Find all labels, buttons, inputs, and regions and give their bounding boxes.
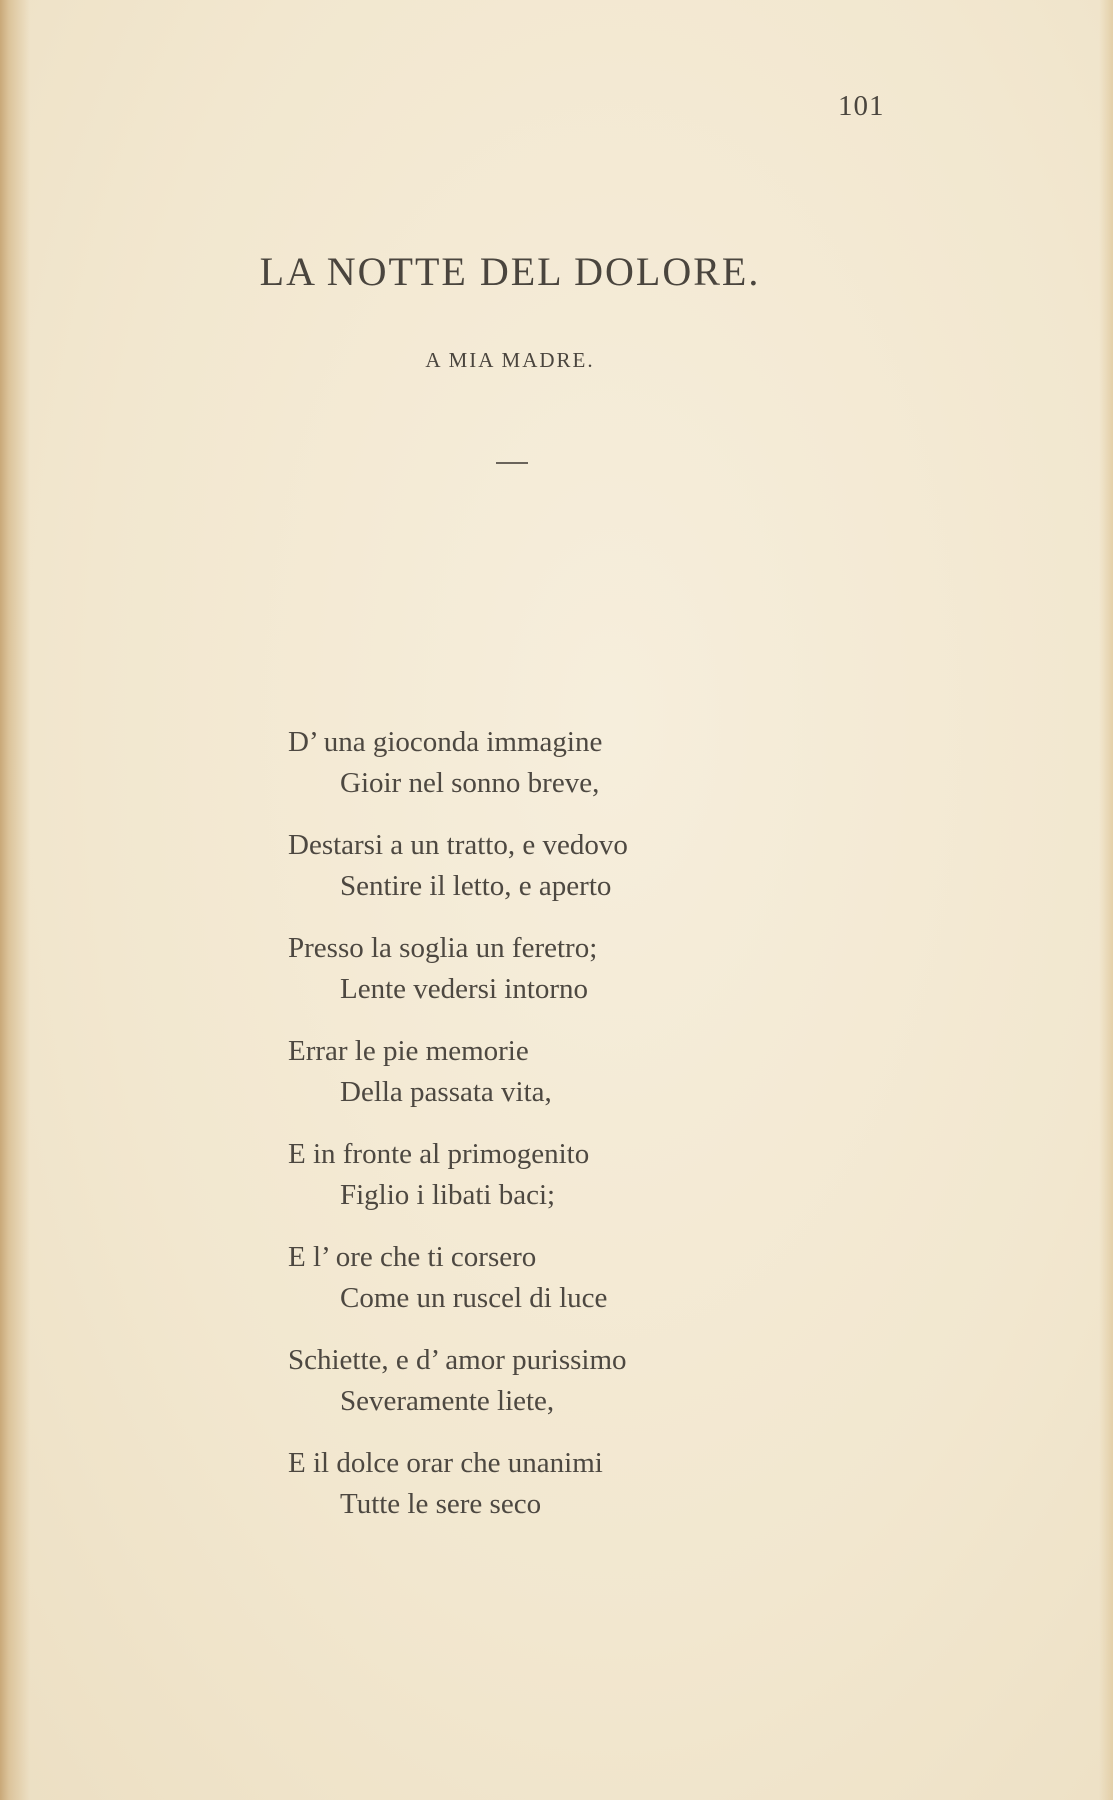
stanza (288, 1443, 988, 1525)
poem-title: LA NOTTE DEL DOLORE. (259, 249, 761, 294)
verse-line: Errar le pie memorie (288, 1035, 529, 1067)
verse-line: E l’ ore che ti corsero (288, 1241, 537, 1273)
stanza (288, 1237, 988, 1319)
verse-line: D’ una gioconda immagine (288, 726, 603, 758)
page-number: 101 (838, 90, 885, 122)
stanza (288, 1031, 988, 1113)
verse-line: Figlio i libati baci; (340, 1179, 556, 1211)
poem-body (288, 722, 988, 1546)
verse-line: Lente vedersi intorno (340, 973, 589, 1005)
verse-line: E il dolce orar che unanimi (288, 1447, 603, 1479)
stanza (288, 825, 988, 907)
verse-line: Presso la soglia un feretro; (288, 932, 598, 964)
poem-dedication: A MIA MADRE. (425, 348, 595, 372)
verse-line: Tutte le sere seco (340, 1488, 542, 1520)
verse-line: Destarsi a un tratto, e vedovo (288, 829, 628, 861)
stanza (288, 1340, 988, 1422)
verse-line: Schiette, e d’ amor purissimo (288, 1344, 627, 1376)
verse-line: Sentire il letto, e aperto (340, 870, 612, 902)
verse-line: Della passata vita, (340, 1076, 552, 1108)
stanza (288, 928, 988, 1010)
verse-line: Gioir nel sonno breve, (340, 767, 600, 799)
verse-line: E in fronte al primogenito (288, 1138, 590, 1170)
stanza (288, 722, 988, 804)
title-divider (496, 462, 528, 464)
verse-line: Severamente liete, (340, 1385, 555, 1417)
stanza (288, 1134, 988, 1216)
page-edge (1099, 0, 1113, 1800)
verse-line: Come un ruscel di luce (340, 1282, 608, 1314)
